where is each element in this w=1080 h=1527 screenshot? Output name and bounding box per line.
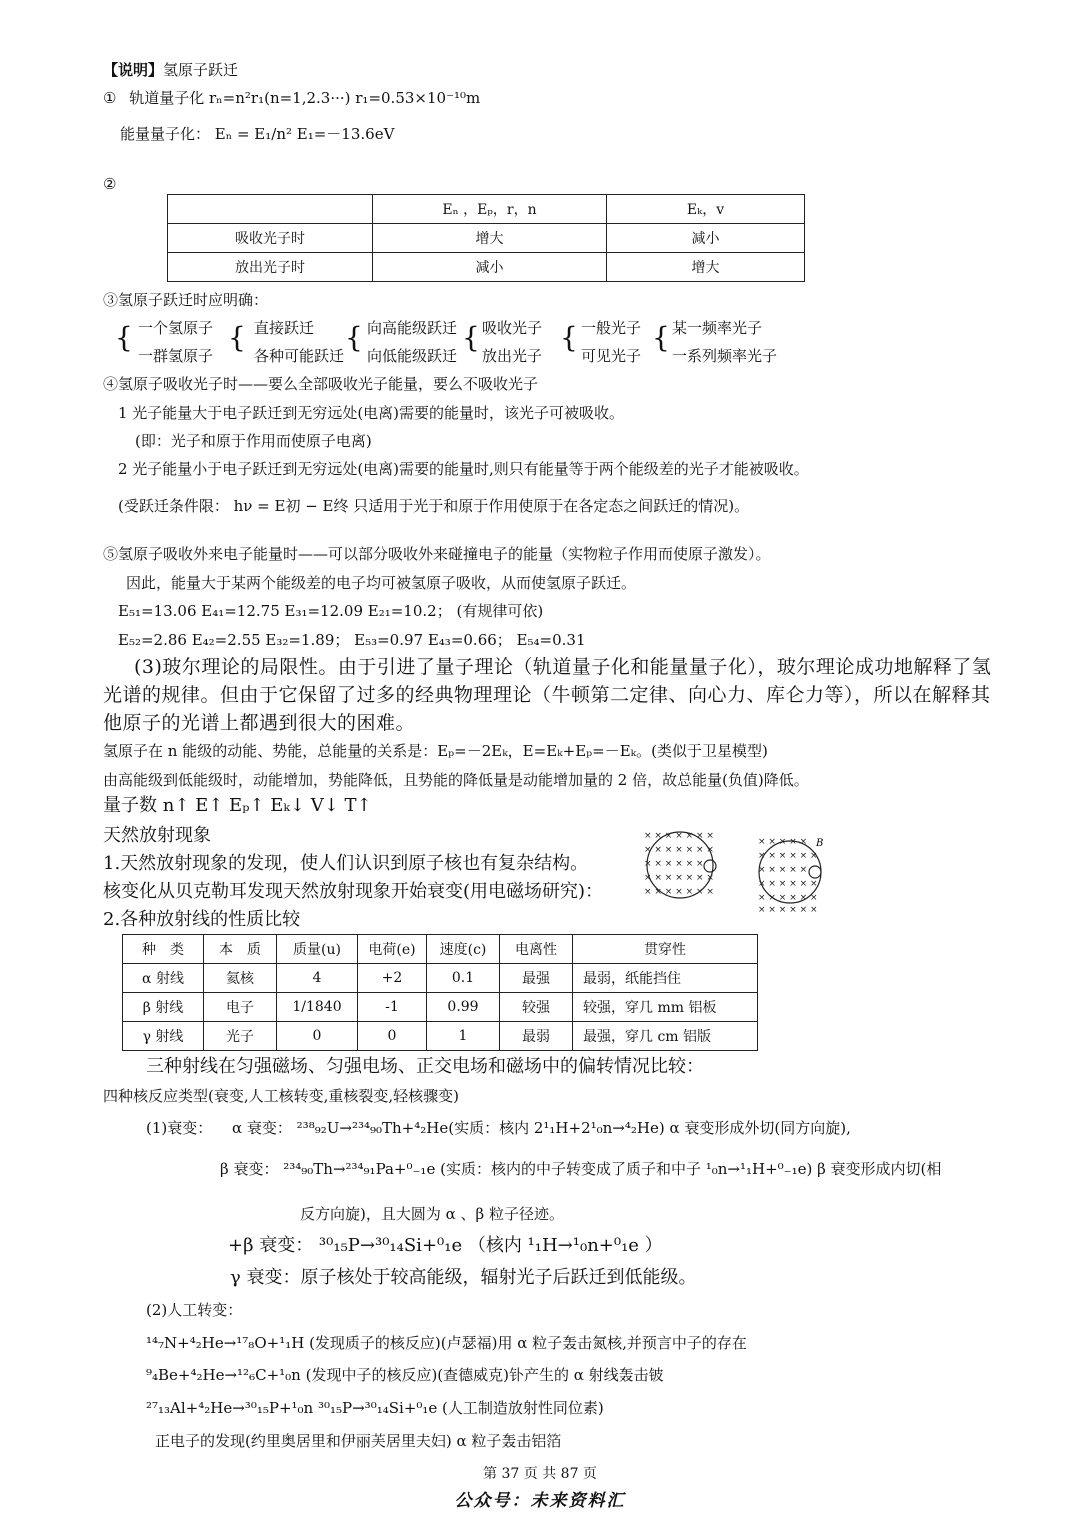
table-row	[168, 253, 805, 282]
s3-title: ③氢原子跃迁时应明确：	[103, 291, 269, 309]
svg-text:× × × × × × ×: × × × × × × ×	[644, 887, 714, 897]
s3-item: 一般光子	[581, 319, 642, 337]
s5-line: E₅₂=2.86 E₄₂=2.55 E₃₂=1.89； E₅₃=0.97 E₄₃=0.66； E₅₄=0.31	[118, 631, 586, 649]
s3-item: 一个氢原子	[138, 319, 214, 337]
radio-line: 1.天然放射现象的发现，使人们认识到原子核也有复杂结构。	[103, 853, 589, 874]
intro-title: 氢原子跃迁	[163, 61, 239, 79]
s4-line: 2 光子能量小于电子跃迁到无穷远处(电离)需要的能量时,则只有能量等于两个能级差的光子才能被吸收。	[118, 460, 809, 478]
table-cell: 贯穿性	[573, 935, 758, 964]
table-cell: +2	[358, 964, 427, 993]
brace-icon: {	[462, 321, 480, 354]
s1-line	[103, 88, 480, 108]
table-cell: 减小	[373, 253, 607, 282]
svg-text:× × × × × × ×: × × × × × × ×	[644, 873, 714, 883]
s3-item: 一系列频率光子	[672, 347, 778, 365]
s3-item: 可见光子	[581, 347, 642, 365]
reaction-line: ¹⁴₇N+⁴₂He→¹⁷₈O+¹₁H (发现质子的核反应)(卢瑟福)用 α 粒子轰击氮核,并预言中子的存在	[146, 1334, 747, 1352]
table-cell: 4	[277, 964, 358, 993]
level-table	[167, 194, 805, 282]
table-row	[123, 993, 758, 1022]
svg-text:× × × × ×: × × × × ×	[758, 865, 808, 875]
table-cell: 电荷(e)	[358, 935, 427, 964]
s3-item: 直接跃迁	[254, 319, 315, 337]
table-cell: γ 射线	[123, 1022, 204, 1051]
table-cell: 氦核	[204, 964, 277, 993]
brace-icon: {	[652, 321, 670, 354]
account-name: 公众号：未来资料汇	[454, 1491, 626, 1511]
table-cell: 速度(c)	[427, 935, 500, 964]
table-header-row	[123, 935, 758, 964]
brace-icon: {	[228, 321, 246, 354]
brace-icon: {	[345, 321, 363, 354]
intro-label: 【说明】	[103, 61, 164, 79]
reaction-line: 正电子的发现(约里奥居里和伊丽芙居里夫妇) α 粒子轰击铝箔	[155, 1432, 562, 1450]
table-row	[168, 224, 805, 253]
s4-line: (受跃迁条件限： hν = E初 − E终 只适用于光于和原于作用使原于在各定态之间跃迁的情况)。	[118, 497, 750, 515]
table-cell: 质量(u)	[277, 935, 358, 964]
brace-icon: {	[560, 321, 578, 354]
table-row	[123, 964, 758, 993]
bohr-para: 他原子的光谱上都遇到很大的困难。	[103, 712, 416, 734]
reaction-line: ⁹₄Be+⁴₂He→¹²₆C+¹₀n (发现中子的核反应)(查德威克)钋产生的 α 射线轰击铍	[146, 1366, 664, 1384]
table-cell: 0.99	[427, 993, 500, 1022]
table-cell: -1	[358, 993, 427, 1022]
s4-line: (即：光子和原于作用而使原子电离)	[135, 432, 372, 450]
alpha-decay: α 衰变： ²³⁸₉₂U→²³⁴₉₀Th+⁴₂He(实质：核内 2¹₁H+2¹₀n→⁴₂He) α 衰变形成外切(同方向旋),	[232, 1119, 851, 1137]
table-cell: 1/1840	[277, 993, 358, 1022]
s3-item: 某一频率光子	[672, 319, 763, 337]
table-cell: α 射线	[123, 964, 204, 993]
bohr-para: (3)玻尔理论的局限性。由于引进了量子理论（轨道量子化和能量量子化），玻尔理论成功地解释了氢	[134, 656, 992, 678]
svg-text:× × × × × ×: × × × × × ×	[758, 879, 818, 889]
table-cell: 最强，穿几 cm 铝版	[573, 1022, 758, 1051]
artificial-label: (2)人工转变：	[146, 1301, 243, 1319]
rays-table	[122, 934, 758, 1051]
brace-icon: {	[115, 321, 133, 354]
s3-item: 向低能级跃迁	[367, 347, 458, 365]
table-cell: 0.1	[427, 964, 500, 993]
svg-text:× × × × × ×: × × × × × ×	[644, 859, 704, 869]
table-cell: 较强，穿几 mm 铝板	[573, 993, 758, 1022]
table-cell: 放出光子时	[168, 253, 373, 282]
table-cell: 0	[277, 1022, 358, 1051]
nucleus-track-circle	[809, 866, 821, 878]
s3-item: 吸收光子	[482, 319, 543, 337]
table-cell: 电子	[204, 993, 277, 1022]
s2-num: ②	[103, 175, 117, 193]
table-cell: 光子	[204, 1022, 277, 1051]
gamma-decay: γ 衰变：原子核处于较高能级，辐射光子后跃迁到低能级。	[230, 1267, 697, 1288]
s4-title: ④氢原子吸收光子时——要么全部吸收光子能量，要么不吸收光子	[103, 375, 539, 393]
s3-item: 向高能级跃迁	[367, 319, 458, 337]
table-cell: 增大	[373, 224, 607, 253]
s3-item: 各种可能跃迁	[254, 347, 345, 365]
page-number: 第 37 页 共 87 页	[483, 1466, 597, 1482]
svg-text:× × × × × ×: × × × × × ×	[758, 905, 818, 912]
bohr-quantum: 量子数 n↑ E↑ Eₚ↑ Eₖ↓ V↓ T↑	[103, 795, 372, 816]
s4-line: 1 光子能量大于电子跃迁到无穷远处(电离)需要的能量时，该光子可被吸收。	[118, 404, 625, 422]
radio-line: 核变化从贝克勒耳发现天然放射现象开始衰变(用电磁场研究)：	[103, 881, 604, 902]
decay-track-diagram	[640, 828, 840, 912]
nucleus-track-circle	[704, 860, 716, 872]
table-cell: 电离性	[500, 935, 573, 964]
s5-title: ⑤氢原子吸收外来电子能量时——可以部分吸收外来碰撞电子的能量（实物粒子作用而使原子激发）。	[103, 545, 771, 563]
radio-line: 2.各种放射线的性质比较	[103, 909, 301, 930]
nuclear-line: 四种核反应类型(衰变,人工核转变,重核裂变,轻核骤变)	[103, 1087, 460, 1105]
table-cell: 最弱，纸能挡住	[573, 964, 758, 993]
table-cell: 1	[427, 1022, 500, 1051]
table-cell: Eₙ ，Eₚ，r，n	[373, 195, 607, 224]
table-cell	[168, 195, 373, 224]
s1-text: 轨道量子化 rₙ=n²r₁(n=1,2.3···) r₁=0.53×10⁻¹⁰m	[129, 89, 481, 107]
beta-decay-cont: 反方向旋)，且大圆为 α 、β 粒子径迹。	[300, 1205, 564, 1223]
table-cell: 减小	[607, 224, 805, 253]
intro-heading	[103, 60, 238, 80]
s1-num: ①	[103, 89, 117, 107]
table-cell: 本 质	[204, 935, 277, 964]
table-cell: 吸收光子时	[168, 224, 373, 253]
s5-line: E₅₁=13.06 E₄₁=12.75 E₃₁=12.09 E₂₁=10.2； (有规律可依)	[118, 602, 544, 620]
s3-item: 放出光子	[482, 347, 543, 365]
bohr-para: 光谱的规律。但由于它保留了过多的经典物理理论（牛顿第二定律、向心力、库仑力等），所以在解释其	[103, 684, 991, 706]
table-cell: Eₖ，v	[607, 195, 805, 224]
beta-decay: β 衰变： ²³⁴₉₀Th→²³⁴₉₁Pa+⁰₋₁e (实质：核内的中子转变成了质子和中子 ¹₀n→¹₁H+⁰₋₁e) β 衰变形成内切(相	[220, 1160, 942, 1178]
table-cell: 0	[358, 1022, 427, 1051]
table-cell: 较强	[500, 993, 573, 1022]
nuclear-line: 三种射线在匀强磁场、匀强电场、正交电场和磁场中的偏转情况比较：	[146, 1056, 704, 1077]
s5-line: 因此，能量大于某两个能级差的电子均可被氢原子吸收，从而使氢原子跃迁。	[126, 574, 637, 592]
table-cell: 最弱	[500, 1022, 573, 1051]
field-label: B	[816, 838, 824, 849]
svg-text:× × × × ×: × × × × ×	[758, 837, 808, 847]
table-cell: 最强	[500, 964, 573, 993]
svg-text:× × × × × ×: × × × × × ×	[758, 851, 818, 861]
table-header-row	[168, 195, 805, 224]
bohr-line: 由高能级到低能级时，动能增加，势能降低，且势能的降低量是动能增加量的 2 倍，故总能量(负值)降低。	[103, 771, 809, 789]
svg-text:× × × × × ×: × × × × × ×	[758, 893, 818, 903]
radio-title: 天然放射现象	[103, 825, 211, 846]
table-cell: 增大	[607, 253, 805, 282]
decay-label: (1)衰变：	[146, 1119, 213, 1137]
plus-beta-decay: +β 衰变： ³⁰₁₅P→³⁰₁₄Si+⁰₁e （核内 ¹₁H→¹₀n+⁰₁e ）	[228, 1235, 663, 1256]
s3-item: 一群氢原子	[138, 347, 214, 365]
reaction-line: ²⁷₁₃Al+⁴₂He→³⁰₁₅P+¹₀n ³⁰₁₅P→³⁰₁₄Si+⁰₁e (人工制造放射性同位素)	[146, 1399, 604, 1417]
s1-energy: 能量量子化： Eₙ = E₁/n² E₁=－13.6eV	[120, 125, 395, 143]
table-cell: β 射线	[123, 993, 204, 1022]
table-cell: 种 类	[123, 935, 204, 964]
svg-text:× × × × × × ×: × × × × × × ×	[644, 845, 714, 855]
svg-text:× × × × × × ×: × × × × × × ×	[644, 831, 714, 841]
bohr-line: 氢原子在 n 能级的动能、势能，总能量的关系是：Eₚ=－2Eₖ，E=Eₖ+Eₚ=－Eₖ。(类似于卫星模型)	[103, 742, 768, 760]
table-row	[123, 1022, 758, 1051]
